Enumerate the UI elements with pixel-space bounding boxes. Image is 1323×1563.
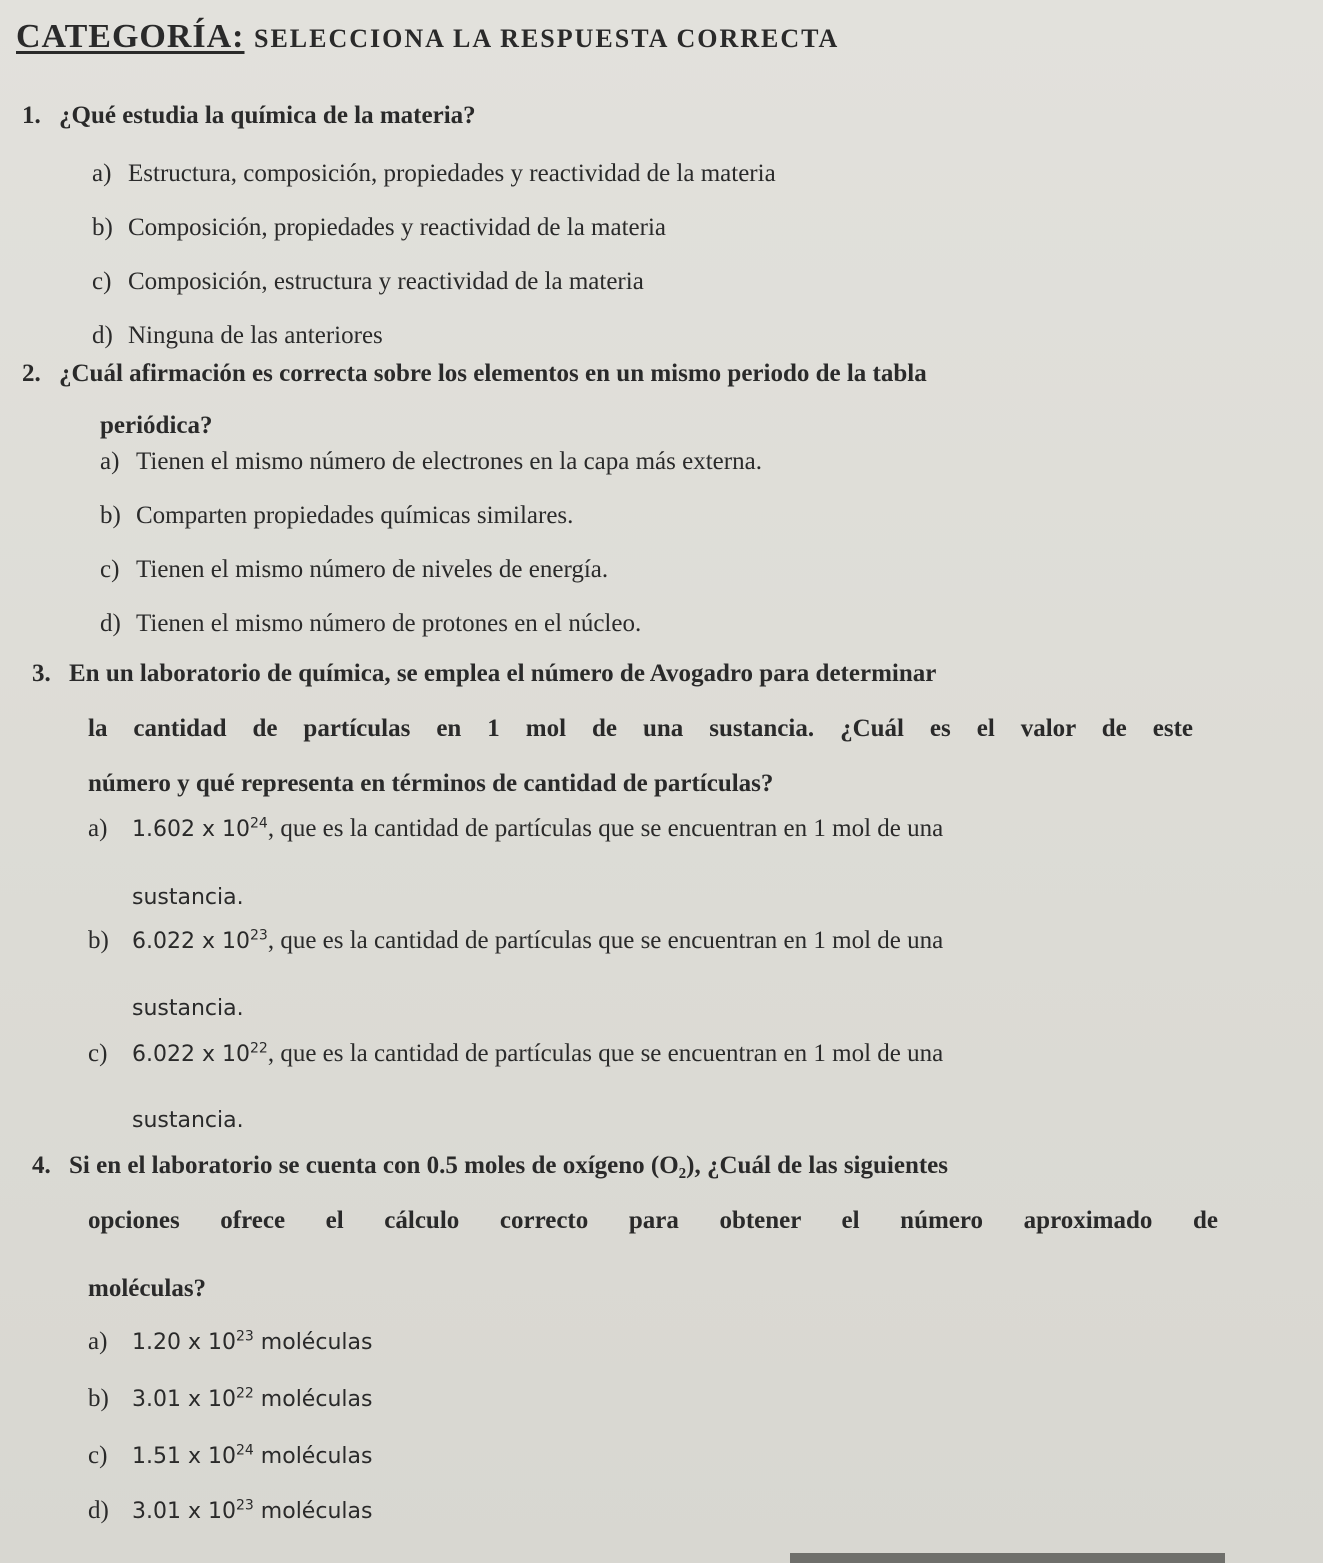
option-text: Ninguna de las anteriores xyxy=(128,322,383,349)
scientific-notation: 1.20 x $10^{23}$ xyxy=(132,1328,254,1355)
option-letter: b) xyxy=(92,214,113,241)
question-1-line-1 xyxy=(22,102,476,130)
question-3-line-3: número y qué representa en términos de cantidad de partículas? xyxy=(88,770,774,797)
scientific-notation: 6.022 x $10^{23}$ xyxy=(132,927,268,954)
option-letter: a) xyxy=(100,448,120,475)
question-4-line-1 xyxy=(32,1152,948,1180)
option-text: moléculas xyxy=(253,1499,373,1524)
category-label: CATEGORÍA: xyxy=(16,18,245,55)
scientific-notation: 3.01 x $10^{23}$ xyxy=(132,1497,254,1524)
q4-option-a[interactable] xyxy=(88,1328,372,1356)
scientific-notation: 1.602 x $10^{24}$ xyxy=(132,815,268,842)
option-text: Composición, propiedades y reactividad de la materia xyxy=(128,214,667,241)
page-edge-shadow xyxy=(790,1553,1225,1563)
option-text: , que es la cantidad de partículas que se encuentran en 1 mol de una xyxy=(267,927,944,954)
option-letter: b) xyxy=(88,1385,109,1412)
page-title xyxy=(16,18,839,56)
option-text: Tienen el mismo número de electrones en la capa más externa. xyxy=(136,448,762,475)
option-letter: c) xyxy=(88,1040,108,1067)
option-text: , que es la cantidad de partículas que se encuentran en 1 mol de una xyxy=(267,1040,944,1067)
question-4-line-2: opciones ofrece el cálculo correcto para obtener el número aproximado de xyxy=(88,1207,1218,1234)
question-3-line-2: la cantidad de partículas en 1 mol de una sustancia. ¿Cuál es el valor de este xyxy=(88,715,1193,742)
question-number: 1. xyxy=(22,102,41,129)
instruction-label: SELECCIONA LA RESPUESTA CORRECTA xyxy=(254,24,840,53)
option-text: Composición, estructura y reactividad de la materia xyxy=(128,268,644,295)
q4-option-b[interactable] xyxy=(88,1385,372,1413)
question-text: En un laboratorio de química, se emplea el número de Avogadro para determinar xyxy=(69,660,937,687)
option-letter: c) xyxy=(88,1442,108,1469)
option-text: , que es la cantidad de partículas que se encuentran en 1 mol de una xyxy=(267,815,944,842)
q1-option-c[interactable] xyxy=(92,268,644,296)
question-2-line-2: periódica? xyxy=(100,412,213,439)
option-text: Tienen el mismo número de niveles de energía. xyxy=(136,556,609,583)
option-letter: a) xyxy=(88,1328,108,1355)
option-text: moléculas xyxy=(253,1330,373,1355)
option-text: moléculas xyxy=(253,1387,373,1412)
scientific-notation: 3.01 x $10^{22}$ xyxy=(132,1385,254,1412)
option-text: Tienen el mismo número de protones en el núcleo. xyxy=(136,610,642,637)
q3-option-a[interactable] xyxy=(88,815,943,843)
q1-option-a[interactable] xyxy=(92,160,776,188)
option-letter: c) xyxy=(100,556,120,583)
option-letter: d) xyxy=(88,1497,109,1524)
option-letter: c) xyxy=(92,268,112,295)
question-2-line-1 xyxy=(22,360,927,388)
option-letter: d) xyxy=(92,322,113,349)
option-text: Estructura, composición, propiedades y reactividad de la materia xyxy=(128,160,776,187)
q3-option-b-continuation: sustancia. xyxy=(132,996,244,1021)
q4-option-d[interactable] xyxy=(88,1497,372,1525)
q2-option-d[interactable] xyxy=(100,610,641,638)
question-number: 2. xyxy=(22,360,41,387)
q2-option-c[interactable] xyxy=(100,556,608,584)
q3-option-b[interactable] xyxy=(88,927,943,955)
q1-option-d[interactable] xyxy=(92,322,383,350)
scientific-notation: 1.51 x $10^{24}$ xyxy=(132,1442,254,1469)
q3-option-c-continuation: sustancia. xyxy=(132,1108,244,1133)
q3-option-c[interactable] xyxy=(88,1040,943,1068)
question-text: Si en el laboratorio se cuenta con 0.5 moles de oxígeno (O₂), ¿Cuál de las siguientes xyxy=(69,1152,948,1179)
question-3-line-1 xyxy=(32,660,936,688)
scientific-notation: 6.022 x $10^{22}$ xyxy=(132,1040,268,1067)
question-text: ¿Cuál afirmación es correcta sobre los elementos en un mismo periodo de la tabla xyxy=(59,360,927,387)
question-text: ¿Qué estudia la química de la materia? xyxy=(59,102,476,129)
question-4-line-3: moléculas? xyxy=(88,1275,207,1302)
q3-option-a-continuation: sustancia. xyxy=(132,885,244,910)
option-letter: b) xyxy=(100,502,121,529)
option-letter: d) xyxy=(100,610,121,637)
option-letter: a) xyxy=(92,160,112,187)
question-number: 3. xyxy=(32,660,51,687)
question-number: 4. xyxy=(32,1152,51,1179)
option-text: moléculas xyxy=(253,1444,373,1469)
q2-option-b[interactable] xyxy=(100,502,573,530)
q2-option-a[interactable] xyxy=(100,448,762,476)
q4-option-c[interactable] xyxy=(88,1442,372,1470)
option-text: Comparten propiedades químicas similares. xyxy=(136,502,574,529)
option-letter: a) xyxy=(88,815,108,842)
option-letter: b) xyxy=(88,927,109,954)
q1-option-b[interactable] xyxy=(92,214,666,242)
